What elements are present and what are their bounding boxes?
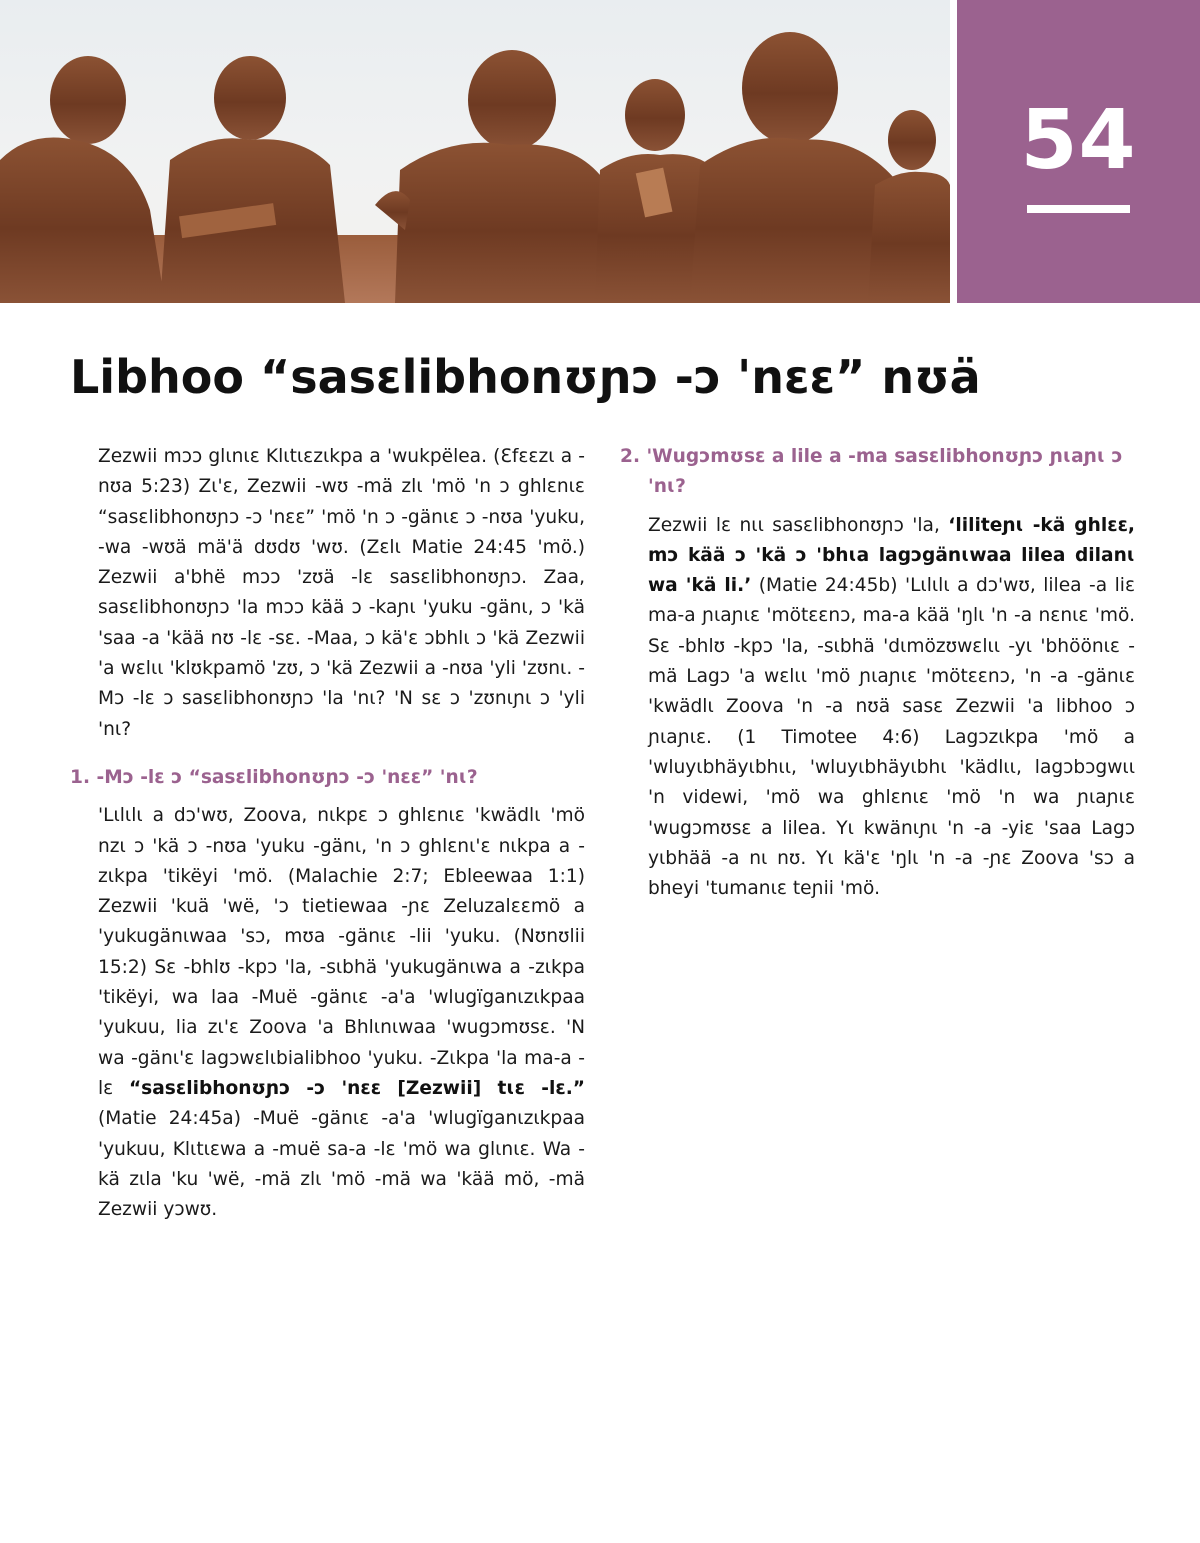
section-2-text-a: Zezwii lɛ nɩɩ sasɛlibhonʊɲɔ 'la, [648, 514, 949, 536]
section-1-paragraph [70, 801, 585, 1225]
governing-body-silhouette-image [0, 0, 950, 303]
page-title: Libhoo “sasɛlibhonʊɲɔ -ɔ 'nɛɛ” nʊä [70, 350, 981, 404]
lesson-badge [957, 0, 1200, 303]
section-2-heading: 2. 'Wugɔmʊsɛ a lile a -ma sasɛlibhonʊɲɔ ɲɩaɲɩ ɔ 'nɩ? [620, 446, 1123, 498]
section-2-quote: ‘liliteɲɩ -kä ghlɛɛ, mɔ kää ɔ 'kä ɔ 'bhɩa lagɔgänɩwaa lilea dilanɩ wa 'kä li.’ [648, 514, 1135, 597]
section-1-text-b: (Matie 24:45a) -Muë -gänɩɛ -a'a 'wlugïganɩzɩkpaa 'yukuu, Klɩtɩɛwa a -muë sa-a -lɛ 'mö wa glɩnɩɛ. Wa -kä zɩla 'ku 'wë, -mä zlɩ 'mö -mä wa 'kää mö, -mä Zezwii yɔwʊ. [98, 1108, 585, 1221]
section-1-quote: “sasɛlibhonʊɲɔ -ɔ 'nɛɛ [Zezwii] tɩɛ -lɛ.” [128, 1077, 585, 1099]
section-1-heading: 1. -Mɔ -lɛ ɔ “sasɛlibhonʊɲɔ -ɔ 'nɛɛ” 'nɩ? [70, 766, 478, 788]
section-2-text-b: (Matie 24:45b) 'Lɩlɩlɩ a dɔ'wʊ, lilea -a liɛ ma-a ɲɩaɲɩɛ 'mötɛɛnɔ, ma-a kää 'ŋlɩ 'n -a nɛnɩɛ 'mö. Sɛ -bhlʊ -kpɔ 'la, -sɩbhä 'dɩmözʊwɛlɩɩ -yɩ 'bhöönɩɛ -mä Lagɔ 'a wɛlɩɩ 'mö ɲɩaɲɩɛ 'mötɛɛnɔ, 'n -a -gänɩɛ 'kwädlɩ Zoova 'n -a nʊä sasɛ Zezwii 'a libhoo ɔ ɲɩaɲɩɛ. (1 Timotee 4:6) Lagɔzɩkpa 'mö a 'wluyɩbhäyɩbhɩɩ, 'wluyɩbhäyɩbhɩ 'kädlɩɩ, lagɔbɔgwɩɩ 'n videwi, 'mö wa ghlɛnɩɛ 'mö 'n wa ɲɩaɲɩɛ 'wugɔmʊsɛ a lilea. Yɩ kwänɩɲɩ 'n -a -yiɛ 'saa Lagɔ yɩbhää -a nɩ nʊ. Yɩ kä'ɛ 'ŋlɩ 'n -a -ɲɛ Zoova 'sɔ a bheyi 'tumanɩɛ teɲii 'mö. [648, 575, 1135, 900]
intro-paragraph: Zezwii mɔɔ glɩnɩɛ Klɩtɩɛzɩkpa a 'wukpëlea. (Ɛfɛɛzɩ a -nʊa 5:23) Zɩ'ɛ, Zezwii -wʊ -mä zlɩ 'mö 'n ɔ ghlɛnɩɛ “sasɛlibhonʊɲɔ -ɔ 'nɛɛ” 'mö 'n ɔ -gänɩɛ ɔ -nʊa 'yuku, -wa -wʊä mä'ä dʊdʊ 'wʊ. (Zɛlɩ Matie 24:45 'mö.) Zezwii a'bhë mɔɔ 'zʊä -lɛ sasɛlibhonʊɲɔ. Zaa, sasɛlibhonʊɲɔ 'la mɔɔ kää ɔ -kaɲɩ 'yuku -gänɩ, ɔ 'kä 'saa -a 'kää nʊ -lɛ -sɛ. -Maa, ɔ kä'ɛ ɔbhlɩ ɔ 'kä Zezwii 'a wɛlɩɩ 'klʊkpamö 'zʊ, ɔ 'kä Zezwii a -nʊa 'yli 'zʊnɩ. -Mɔ -lɛ ɔ sasɛlibhonʊɲɔ 'la 'nɩ? 'N sɛ ɔ 'zʊnɩɲɩ ɔ 'yli 'nɩ? [98, 446, 585, 740]
section-2-paragraph [620, 511, 1135, 905]
section-1-text-a: 'Lɩlɩlɩ a dɔ'wʊ, Zoova, nɩkpɛ ɔ ghlɛnɩɛ 'kwädlɩ 'mö nzɩ ɔ 'kä ɔ -nʊa 'yuku -gänɩ, 'n ɔ ghlɛnɩ'ɛ nɩkpa a -zɩkpa 'tikëyi 'mö. (Malachie 2:7; Ebleewaa 1:1) Zezwii 'kuä 'wë, 'ɔ tietiewaa -ɲɛ Zeluzalɛɛmö a 'yukugänɩwaa 'sɔ, mʊa -gänɩɛ -lii 'yuku. (Nʊnʊlii 15:2) Sɛ -bhlʊ -kpɔ 'la, -sɩbhä 'yukugänɩwa a -zɩkpa 'tikëyi, wa laa -Muë -gänɩɛ -a'a 'wlugïganɩzɩkpaa 'yukuu, lia zɩ'ɛ Zoova 'a Bhlɩnɩwaa 'wugɔmʊsɛ. 'N wa -gänɩ'ɛ lagɔwɛlɩbialibhoo 'yuku. -Zɩkpa 'la ma-a -lɛ [98, 805, 585, 1099]
lesson-number: 54 [1020, 93, 1137, 188]
lesson-number-underline [1027, 205, 1130, 213]
left-column [70, 442, 585, 1225]
right-column [620, 442, 1135, 904]
hero-illustration [0, 0, 950, 303]
